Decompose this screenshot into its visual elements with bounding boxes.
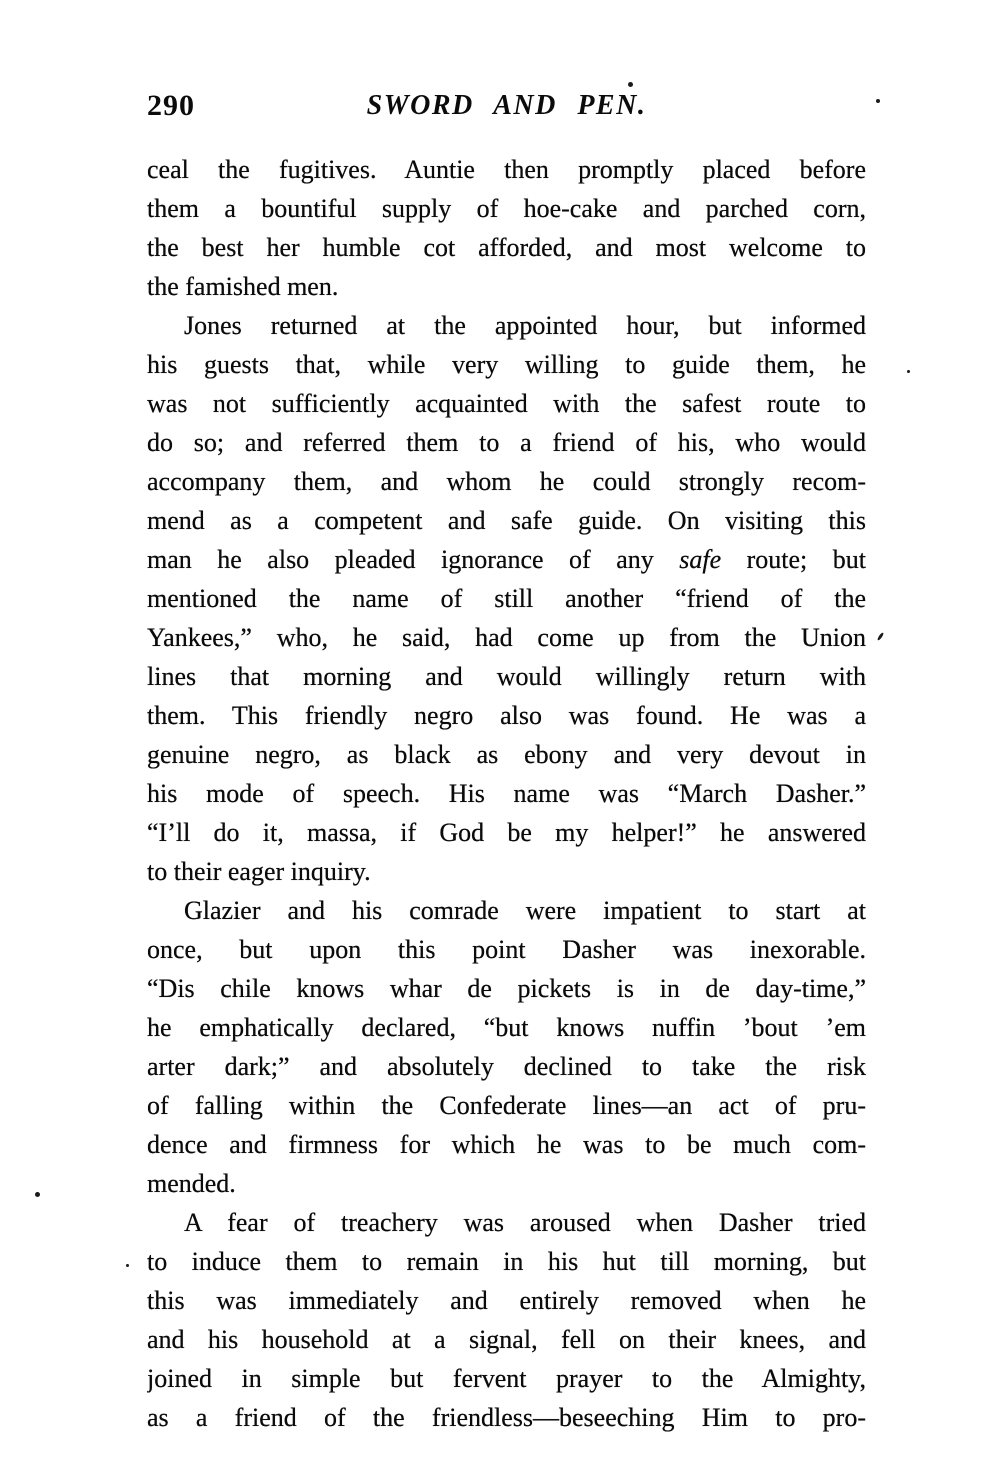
text-line: to induce them to remain in his hut till morning, but [147,1247,866,1276]
text-line: ceal the fugitives. Auntie then promptly placed before [147,155,866,184]
text-line: he emphatically declared, “but knows nuffin ’bout ’em [147,1013,866,1042]
text-line: A fear of treachery was aroused when Dasher tried [184,1208,866,1237]
text-line: them. This friendly negro also was found. He was a [147,701,866,730]
text-line: Jones returned at the appointed hour, but informed [184,311,866,340]
text-line: joined in simple but fervent prayer to the Almighty, [147,1364,866,1393]
text-line: Glazier and his comrade were impatient to start at [184,896,866,925]
text-line: was not sufficiently acquainted with the safest route to [147,389,866,418]
page-header [147,90,866,130]
page-body [147,150,866,1437]
scan-speck [876,99,880,103]
page-number: 290 [147,89,195,122]
text-line: lines that morning and would willingly return with [147,662,866,691]
text-line: to their eager inquiry. [147,857,371,886]
text-line: “I’ll do it, massa, if God be my helper!” he answered [147,818,866,847]
scan-speck [907,370,910,373]
scan-speck [35,1192,40,1197]
text-line: this was immediately and entirely removed when he [147,1286,866,1315]
text-line: them a bountiful supply of hoe-cake and parched corn, [147,194,866,223]
text-line: dence and firmness for which he was to be much com- [147,1130,866,1159]
scan-speck [877,632,885,641]
scan-speck [628,82,633,87]
text-line: mentioned the name of still another “friend of the [147,584,866,613]
text-line: the best her humble cot afforded, and most welcome to [147,233,866,262]
text-line: of falling within the Confederate lines—an act of pru- [147,1091,866,1120]
running-title: SWORD AND PEN. [366,90,647,121]
text-line: once, but upon this point Dasher was inexorable. [147,935,866,964]
text-line: man he also pleaded ignorance of any safe route; but [147,545,866,574]
text-line: do so; and referred them to a friend of his, who would [147,428,866,457]
text-line: mended. [147,1169,236,1198]
text-line: and his household at a signal, fell on their knees, and [147,1325,866,1354]
text-line: “Dis chile knows whar de pickets is in de day-time,” [147,974,866,1003]
text-line: accompany them, and whom he could strongly recom- [147,467,866,496]
text-line: genuine negro, as black as ebony and very devout in [147,740,866,769]
text-line: the famished men. [147,272,339,301]
text-line: his guests that, while very willing to guide them, he [147,350,866,379]
text-line: Yankees,” who, he said, had come up from the Union [147,623,866,652]
text-line: arter dark;” and absolutely declined to take the risk [147,1052,866,1081]
scan-speck [126,1264,129,1267]
text-line: his mode of speech. His name was “March Dasher.” [147,779,866,808]
text-line: mend as a competent and safe guide. On visiting this [147,506,866,535]
text-line: as a friend of the friendless—beseeching Him to pro- [147,1403,866,1432]
